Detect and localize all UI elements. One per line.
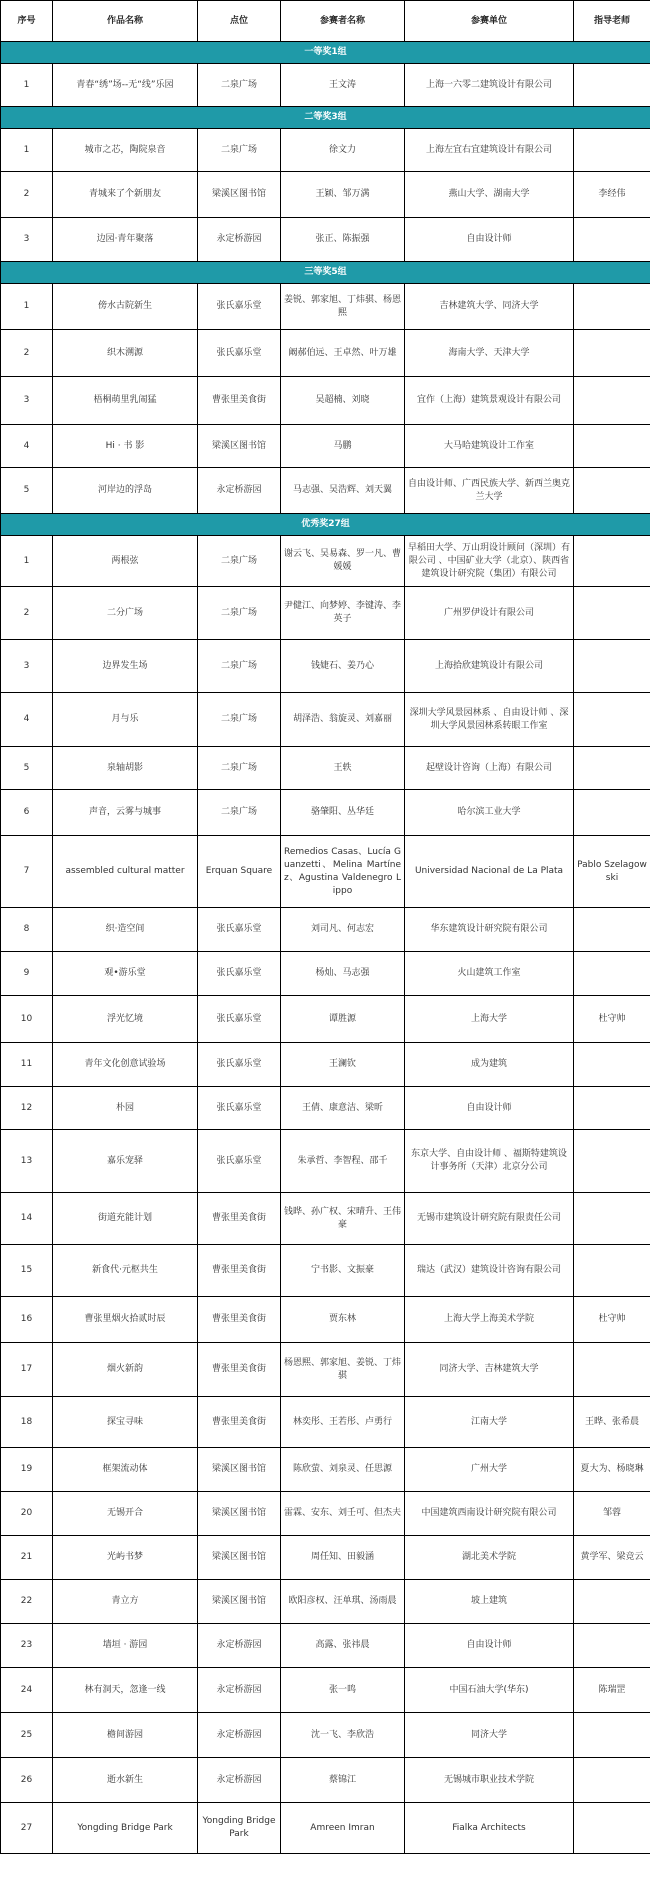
cell-work-name: 织木溯源: [53, 330, 198, 377]
cell-entrant: 林奕彤、王若彤、卢勇行: [281, 1397, 405, 1448]
cell-organization: 同济大学: [405, 1713, 574, 1758]
cell-no: 18: [1, 1397, 53, 1448]
table-row: [1, 1297, 650, 1343]
header-no: 序号: [1, 1, 53, 42]
cell-entrant: 杨恩熙、郭家旭、姜锐、丁炜骐: [281, 1343, 405, 1397]
cell-no: 4: [1, 693, 53, 747]
cell-organization: 自由设计师、广西民族大学、新西兰奥克兰大学: [405, 468, 574, 514]
cell-no: 27: [1, 1803, 53, 1854]
cell-entrant: 钱婕石、姜乃心: [281, 640, 405, 693]
cell-work-name: 林有洞天，忽逢一线: [53, 1668, 198, 1713]
award-group-title: 三等奖5组: [1, 262, 650, 284]
cell-organization: 中国石油大学(华东): [405, 1668, 574, 1713]
cell-organization: 无锡城市职业技术学院: [405, 1758, 574, 1803]
cell-work-name: 浮光忆境: [53, 996, 198, 1043]
cell-entrant: 刘司凡、何志宏: [281, 908, 405, 952]
cell-site: 曹张里美食街: [198, 377, 281, 425]
cell-no: 3: [1, 377, 53, 425]
award-group-row: [1, 42, 650, 64]
header-organization: 参赛单位: [405, 1, 574, 42]
cell-organization: 同济大学、吉林建筑大学: [405, 1343, 574, 1397]
table-row: [1, 1087, 650, 1130]
cell-work-name: 边界发生场: [53, 640, 198, 693]
table-row: [1, 640, 650, 693]
table-row: [1, 790, 650, 836]
cell-work-name: 朴园: [53, 1087, 198, 1130]
cell-site: 张氏嘉乐堂: [198, 996, 281, 1043]
award-group-row: [1, 262, 650, 284]
cell-entrant: 姜锐、郭家旭、丁炜骐、杨恩熙: [281, 284, 405, 330]
cell-organization: 海南大学、天津大学: [405, 330, 574, 377]
cell-organization: 广州罗伊设计有限公司: [405, 587, 574, 640]
cell-entrant: 蔡锦江: [281, 1758, 405, 1803]
table-row: [1, 330, 650, 377]
cell-entrant: 高露、张祎晨: [281, 1624, 405, 1668]
cell-work-name: 无锡开合: [53, 1492, 198, 1536]
cell-site: 二泉广场: [198, 693, 281, 747]
cell-entrant: 徐文力: [281, 129, 405, 172]
cell-advisor: [574, 790, 650, 836]
cell-advisor: 陈瑞罡: [574, 1668, 650, 1713]
cell-entrant: 阚郝伯远、王卓然、叶万雄: [281, 330, 405, 377]
award-group-row: [1, 107, 650, 129]
header-row: [1, 1, 650, 42]
table-row: [1, 218, 650, 262]
cell-site: 曹张里美食街: [198, 1245, 281, 1297]
cell-advisor: [574, 64, 650, 107]
header-work-name: 作品名称: [53, 1, 198, 42]
cell-entrant: 雷霖、安东、刘壬可、但杰夫: [281, 1492, 405, 1536]
cell-advisor: [574, 587, 650, 640]
table-row: [1, 536, 650, 587]
table-row: [1, 952, 650, 996]
cell-work-name: 泉轴胡影: [53, 747, 198, 790]
cell-advisor: 杜守帅: [574, 996, 650, 1043]
cell-site: 二泉广场: [198, 64, 281, 107]
table-row: [1, 1803, 650, 1854]
cell-organization: 东京大学、自由设计师 、福斯特建筑设计事务所（天津）北京分公司: [405, 1130, 574, 1193]
cell-site: 张氏嘉乐堂: [198, 330, 281, 377]
cell-work-name: 青城来了个新朋友: [53, 172, 198, 218]
cell-site: 张氏嘉乐堂: [198, 908, 281, 952]
cell-site: 永定桥游园: [198, 1668, 281, 1713]
cell-organization: 无锡市建筑设计研究院有限责任公司: [405, 1193, 574, 1245]
cell-entrant: 杨灿、马志强: [281, 952, 405, 996]
cell-work-name: 框架流动体: [53, 1448, 198, 1492]
cell-organization: Universidad Nacional de La Plata: [405, 836, 574, 908]
cell-no: 11: [1, 1043, 53, 1087]
table-row: [1, 1492, 650, 1536]
cell-entrant: 骆肇阳、丛华廷: [281, 790, 405, 836]
cell-no: 3: [1, 640, 53, 693]
cell-advisor: [574, 284, 650, 330]
cell-entrant: 王轶: [281, 747, 405, 790]
cell-entrant: 陈欣萤、刘泉灵、任思源: [281, 1448, 405, 1492]
cell-entrant: 谭胜源: [281, 996, 405, 1043]
cell-work-name: Hi · 书 影: [53, 425, 198, 468]
cell-advisor: [574, 1758, 650, 1803]
cell-work-name: 光屿书梦: [53, 1536, 198, 1580]
table-row: [1, 1624, 650, 1668]
cell-advisor: [574, 1803, 650, 1854]
cell-work-name: 边园·青年聚落: [53, 218, 198, 262]
cell-site: 梁溪区图书馆: [198, 1448, 281, 1492]
cell-entrant: 钱晔、孙广权、宋晴升、王伟豪: [281, 1193, 405, 1245]
cell-organization: 上海拾欣建筑设计有限公司: [405, 640, 574, 693]
cell-work-name: 青立方: [53, 1580, 198, 1624]
cell-work-name: 嘉乐宠驿: [53, 1130, 198, 1193]
cell-organization: 湖北美术学院: [405, 1536, 574, 1580]
cell-site: 张氏嘉乐堂: [198, 1130, 281, 1193]
cell-organization: 深圳大学风景园林系 、自由设计师 、深圳大学风景园林系转眼工作室: [405, 693, 574, 747]
cell-organization: 上海大学上海美术学院: [405, 1297, 574, 1343]
cell-no: 2: [1, 172, 53, 218]
cell-site: 二泉广场: [198, 587, 281, 640]
cell-organization: Fialka Architects: [405, 1803, 574, 1854]
cell-no: 22: [1, 1580, 53, 1624]
table-row: [1, 468, 650, 514]
cell-entrant: 周任知、田毅涵: [281, 1536, 405, 1580]
cell-no: 24: [1, 1668, 53, 1713]
cell-no: 14: [1, 1193, 53, 1245]
cell-work-name: 二分广场: [53, 587, 198, 640]
cell-no: 2: [1, 587, 53, 640]
cell-no: 2: [1, 330, 53, 377]
cell-entrant: 贾东林: [281, 1297, 405, 1343]
cell-work-name: 月与乐: [53, 693, 198, 747]
cell-no: 5: [1, 747, 53, 790]
cell-advisor: [574, 747, 650, 790]
cell-site: 曹张里美食街: [198, 1193, 281, 1245]
table-row: [1, 377, 650, 425]
table-row: [1, 1713, 650, 1758]
cell-site: 二泉广场: [198, 640, 281, 693]
cell-entrant: 王颖、邹万满: [281, 172, 405, 218]
table-row: [1, 1043, 650, 1087]
cell-entrant: 宁书影、文振豪: [281, 1245, 405, 1297]
cell-advisor: [574, 218, 650, 262]
cell-no: 16: [1, 1297, 53, 1343]
cell-no: 1: [1, 129, 53, 172]
cell-entrant: 朱承哲、李智程、邵千: [281, 1130, 405, 1193]
cell-work-name: Yongding Bridge Park: [53, 1803, 198, 1854]
cell-site: 永定桥游园: [198, 468, 281, 514]
table-row: [1, 1397, 650, 1448]
table-row: [1, 693, 650, 747]
cell-site: Erquan Square: [198, 836, 281, 908]
cell-organization: 上海大学: [405, 996, 574, 1043]
cell-work-name: 新食代·元枢共生: [53, 1245, 198, 1297]
cell-no: 12: [1, 1087, 53, 1130]
award-group-title: 优秀奖27组: [1, 514, 650, 536]
cell-advisor: 邹蓉: [574, 1492, 650, 1536]
cell-organization: 瑞达（武汉）建筑设计咨询有限公司: [405, 1245, 574, 1297]
award-group-title: 二等奖3组: [1, 107, 650, 129]
cell-organization: 广州大学: [405, 1448, 574, 1492]
cell-site: 张氏嘉乐堂: [198, 952, 281, 996]
cell-advisor: [574, 377, 650, 425]
cell-entrant: 王澜钦: [281, 1043, 405, 1087]
cell-advisor: 王晔、张希晨: [574, 1397, 650, 1448]
cell-no: 1: [1, 536, 53, 587]
cell-work-name: 梧桐萌里乳闹猛: [53, 377, 198, 425]
cell-no: 10: [1, 996, 53, 1043]
cell-work-name: 墙垣 · 游园: [53, 1624, 198, 1668]
cell-advisor: 李经伟: [574, 172, 650, 218]
table-row: [1, 64, 650, 107]
cell-organization: 起壁设计咨询（上海）有限公司: [405, 747, 574, 790]
cell-advisor: [574, 952, 650, 996]
cell-no: 21: [1, 1536, 53, 1580]
cell-entrant: 沈一飞、李欣浩: [281, 1713, 405, 1758]
cell-organization: 上海一六零二建筑设计有限公司: [405, 64, 574, 107]
cell-entrant: Amreen Imran: [281, 1803, 405, 1854]
cell-site: 曹张里美食街: [198, 1297, 281, 1343]
cell-advisor: Pablo Szelagowski: [574, 836, 650, 908]
cell-no: 5: [1, 468, 53, 514]
cell-entrant: 马鹏: [281, 425, 405, 468]
cell-work-name: assembled cultural matter: [53, 836, 198, 908]
cell-no: 26: [1, 1758, 53, 1803]
cell-work-name: 声音，云雾与城事: [53, 790, 198, 836]
cell-work-name: 曹张里烟火拾贰时辰: [53, 1297, 198, 1343]
cell-organization: 哈尔滨工业大学: [405, 790, 574, 836]
cell-work-name: 青年文化创意试验场: [53, 1043, 198, 1087]
cell-organization: 江南大学: [405, 1397, 574, 1448]
table-row: [1, 908, 650, 952]
table-row: [1, 1245, 650, 1297]
cell-advisor: [574, 693, 650, 747]
cell-site: 二泉广场: [198, 129, 281, 172]
cell-advisor: 杜守帅: [574, 1297, 650, 1343]
cell-organization: 早稻田大学、万山玥设计顾问（深圳）有限公司 、中国矿业大学（北京）、陕西省建筑设计研究院（集团）有限公司: [405, 536, 574, 587]
cell-advisor: [574, 1087, 650, 1130]
table-row: [1, 1343, 650, 1397]
cell-work-name: 青春“绣”场--无“线”乐园: [53, 64, 198, 107]
cell-site: 梁溪区图书馆: [198, 425, 281, 468]
cell-organization: 中国建筑西南设计研究院有限公司: [405, 1492, 574, 1536]
cell-site: 永定桥游园: [198, 218, 281, 262]
cell-no: 9: [1, 952, 53, 996]
table-row: [1, 996, 650, 1043]
cell-site: 张氏嘉乐堂: [198, 1087, 281, 1130]
cell-entrant: 胡泽浩、翁旋灵、刘嘉丽: [281, 693, 405, 747]
cell-advisor: [574, 1043, 650, 1087]
table-row: [1, 1193, 650, 1245]
cell-site: 二泉广场: [198, 790, 281, 836]
cell-site: 二泉广场: [198, 536, 281, 587]
cell-work-name: 逝水新生: [53, 1758, 198, 1803]
cell-site: 二泉广场: [198, 747, 281, 790]
cell-advisor: [574, 425, 650, 468]
cell-no: 15: [1, 1245, 53, 1297]
header-advisor: 指导老师: [574, 1, 650, 42]
table-row: [1, 1580, 650, 1624]
cell-no: 6: [1, 790, 53, 836]
cell-organization: 宜作（上海）建筑景观设计有限公司: [405, 377, 574, 425]
cell-advisor: [574, 1713, 650, 1758]
cell-work-name: 傍水古院新生: [53, 284, 198, 330]
cell-no: 8: [1, 908, 53, 952]
cell-entrant: 尹健江、向梦婷、李键涛、李英子: [281, 587, 405, 640]
cell-advisor: [574, 1130, 650, 1193]
cell-advisor: [574, 129, 650, 172]
cell-advisor: [574, 1193, 650, 1245]
cell-work-name: 两根弦: [53, 536, 198, 587]
cell-no: 20: [1, 1492, 53, 1536]
table-row: [1, 172, 650, 218]
table-row: [1, 587, 650, 640]
cell-site: Yongding Bridge Park: [198, 1803, 281, 1854]
header-entrant: 参赛者名称: [281, 1, 405, 42]
cell-organization: 成为建筑: [405, 1043, 574, 1087]
cell-entrant: 谢云飞、吴易森、罗一凡、曹媛媛: [281, 536, 405, 587]
cell-no: 13: [1, 1130, 53, 1193]
cell-work-name: 观•游乐堂: [53, 952, 198, 996]
cell-organization: 自由设计师: [405, 1087, 574, 1130]
table-row: [1, 836, 650, 908]
table-row: [1, 747, 650, 790]
cell-site: 梁溪区图书馆: [198, 1492, 281, 1536]
cell-entrant: 王倩、康意洁、梁昕: [281, 1087, 405, 1130]
cell-site: 永定桥游园: [198, 1713, 281, 1758]
cell-advisor: [574, 1624, 650, 1668]
cell-no: 19: [1, 1448, 53, 1492]
cell-work-name: 河岸边的浮岛: [53, 468, 198, 514]
cell-advisor: [574, 1343, 650, 1397]
cell-no: 1: [1, 284, 53, 330]
cell-advisor: [574, 1245, 650, 1297]
cell-site: 梁溪区图书馆: [198, 172, 281, 218]
table-row: [1, 129, 650, 172]
award-group-row: [1, 514, 650, 536]
cell-no: 7: [1, 836, 53, 908]
cell-organization: 自由设计师: [405, 218, 574, 262]
cell-entrant: 马志强、吴浩辉、刘天翼: [281, 468, 405, 514]
cell-site: 梁溪区图书馆: [198, 1536, 281, 1580]
cell-entrant: 欧阳彦权、汪单琪、汤雨晨: [281, 1580, 405, 1624]
cell-organization: 火山建筑工作室: [405, 952, 574, 996]
cell-no: 17: [1, 1343, 53, 1397]
cell-entrant: 张正、陈振强: [281, 218, 405, 262]
cell-site: 曹张里美食街: [198, 1397, 281, 1448]
cell-no: 4: [1, 425, 53, 468]
cell-work-name: 城市之芯，陶院泉音: [53, 129, 198, 172]
table-row: [1, 425, 650, 468]
cell-site: 曹张里美食街: [198, 1343, 281, 1397]
cell-site: 张氏嘉乐堂: [198, 284, 281, 330]
cell-advisor: [574, 536, 650, 587]
cell-work-name: 织·造空间: [53, 908, 198, 952]
cell-advisor: [574, 908, 650, 952]
cell-site: 张氏嘉乐堂: [198, 1043, 281, 1087]
cell-no: 23: [1, 1624, 53, 1668]
cell-site: 梁溪区图书馆: [198, 1580, 281, 1624]
award-group-title: 一等奖1组: [1, 42, 650, 64]
cell-advisor: 夏大为、杨晓琳: [574, 1448, 650, 1492]
cell-work-name: 烟火新韵: [53, 1343, 198, 1397]
cell-advisor: [574, 330, 650, 377]
cell-advisor: [574, 1580, 650, 1624]
table-row: [1, 1536, 650, 1580]
header-site: 点位: [198, 1, 281, 42]
cell-no: 25: [1, 1713, 53, 1758]
cell-advisor: [574, 468, 650, 514]
table-row: [1, 1758, 650, 1803]
table-row: [1, 1130, 650, 1193]
cell-organization: 燕山大学、湖南大学: [405, 172, 574, 218]
cell-site: 永定桥游园: [198, 1758, 281, 1803]
table-row: [1, 1448, 650, 1492]
cell-entrant: 张一鸣: [281, 1668, 405, 1713]
cell-entrant: 王文涛: [281, 64, 405, 107]
cell-entrant: Remedios Casas、Lucía Guanzetti、Melina Martínez、Agustina Valdenegro Lippo: [281, 836, 405, 908]
cell-no: 3: [1, 218, 53, 262]
cell-organization: 自由设计师: [405, 1624, 574, 1668]
table-row: [1, 284, 650, 330]
cell-work-name: 探宝寻味: [53, 1397, 198, 1448]
cell-organization: 坡上建筑: [405, 1580, 574, 1624]
cell-organization: 吉林建筑大学、同济大学: [405, 284, 574, 330]
cell-no: 1: [1, 64, 53, 107]
cell-advisor: 黄学军、梁竞云: [574, 1536, 650, 1580]
cell-organization: 华东建筑设计研究院有限公司: [405, 908, 574, 952]
cell-work-name: 街道充能计划: [53, 1193, 198, 1245]
cell-organization: 上海左宜右宜建筑设计有限公司: [405, 129, 574, 172]
cell-organization: 大马哈建筑设计工作室: [405, 425, 574, 468]
cell-work-name: 檐间游园: [53, 1713, 198, 1758]
cell-entrant: 吴超楠、刘晓: [281, 377, 405, 425]
cell-site: 永定桥游园: [198, 1624, 281, 1668]
cell-advisor: [574, 640, 650, 693]
table-row: [1, 1668, 650, 1713]
